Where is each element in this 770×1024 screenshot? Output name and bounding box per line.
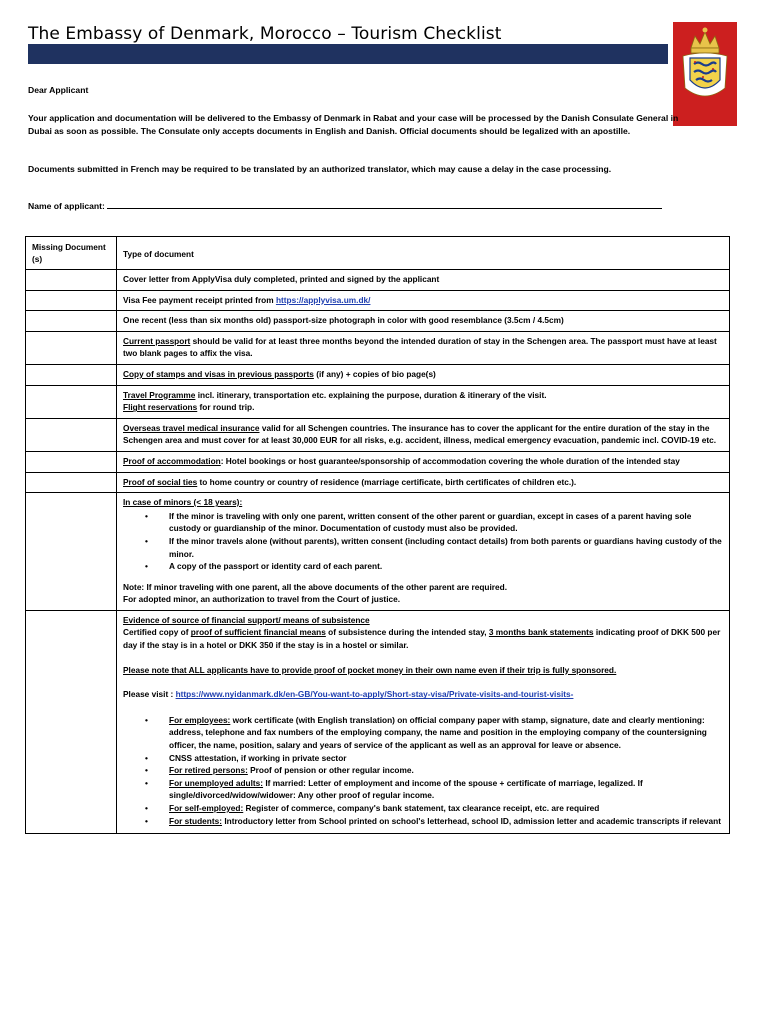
table-row [26,493,730,611]
type-of-document-header: Type of document [117,237,730,270]
accommodation-text: : Hotel bookings or host guarantee/sponsorship of accommodation covering the whole duration of the intended stay [220,455,680,466]
list-item: • If the minor travels alone (without parents), written consent (including contact details) from both parents or guardians having custody of the minor. [169,535,723,560]
list-item [169,752,723,765]
missing-checkbox-cell[interactable] [26,364,117,385]
insurance-heading: Overseas travel medical insurance [123,422,260,433]
greeting: Dear Applicant [28,85,89,95]
table-row [26,472,730,493]
table-row [26,451,730,472]
funds-text-a: Certified copy of [123,627,191,638]
document-checklist-table [25,236,730,834]
minors-heading: In case of minors (< 18 years): [123,497,243,508]
photograph-cell: One recent (less than six months old) passport-size photograph in color with good resemblance (3.5cm / 4.5cm) [117,311,730,332]
table-row [26,270,730,291]
visa-fee-text: Visa Fee payment receipt printed from [123,294,276,305]
missing-checkbox-cell[interactable] [26,385,117,418]
list-item-text: Register of commerce, company's bank statement, tax clearance receipt, etc. are required [243,803,600,813]
list-item [169,815,723,828]
passport-cell [117,331,730,364]
table-row [26,311,730,332]
minors-list [123,510,723,573]
list-item-text: If married: Letter of employment and income of the spouse + certificate of marriage, legalized. If single/divorced/widow/widower: Any other proof of regular income. [169,777,643,801]
pocket-money-note: Please note that ALL applicants have to provide proof of pocket money in their own name even if their trip is fully sponsored. [123,664,617,675]
social-ties-heading: Proof of social ties [123,476,198,487]
missing-checkbox-cell[interactable] [26,493,117,611]
list-item-text: Proof of pension or other regular income. [247,765,414,776]
missing-checkbox-cell[interactable] [26,451,117,472]
missing-checkbox-cell[interactable] [26,610,117,833]
minors-cell [117,493,730,611]
list-item [169,764,723,777]
list-item-text: work certificate (with English translation) on official company paper with stamp, signature, date and clearly mentioning: address, telephone and fax numbers of the employing company, the name and position in the employing company of the countersigning officer, the name, position, salary and years of service of the applicant as well as an approval for leave or absence. [169,714,707,751]
list-item-heading: For employees: [169,714,231,725]
list-item-heading: For students: [169,815,223,826]
applicant-name-row [28,200,688,213]
list-item: • If the minor is traveling with only one parent, written consent of the other parent or guardian, except in cases of a parent having sole custody or guardianship of the minor. Documentation of custody must also be provided. [169,510,723,535]
table-row [26,385,730,418]
table-row [26,418,730,451]
stamps-text: (if any) + copies of bio page(s) [313,368,436,379]
list-item [169,777,723,802]
flight-heading: Flight reservations [123,402,198,413]
applicant-name-label: Name of applicant: [28,201,105,211]
insurance-text: valid for all Schengen countries. The insurance has to cover the applicant for the entire duration of the stay in the Schengen area and must cover for at least 30,000 EUR for all risks, e.g. accident, illness, medical emergency evacuation, pandemic incl. COVID-19 etc. [123,422,717,446]
danish-royal-crest-icon [673,22,737,126]
table-header-row [26,237,730,270]
flight-text: for round trip. [197,402,255,413]
passport-heading: Current passport [123,335,191,346]
missing-checkbox-cell[interactable] [26,311,117,332]
nyidanmark-link[interactable]: https://www.nyidanmark.dk/en-GB/You-want-to-apply/Short-stay-visa/Private-visits-and-tourist-visits- [175,689,574,700]
page-title: The Embassy of Denmark, Morocco – Tourism Checklist [28,24,502,44]
employment-list [123,714,723,827]
stamps-heading: Copy of stamps and visas in previous passports [123,368,314,379]
social-ties-text: to home country or country of residence (marriage certificate, birth certificates of children etc.). [197,476,577,487]
list-item-text: CNSS attestation, if working in private sector [169,752,347,763]
table-row [26,290,730,311]
travel-programme-cell [117,385,730,418]
insurance-cell [117,418,730,451]
visit-line [123,688,723,701]
list-item [169,714,723,752]
social-ties-cell [117,472,730,493]
title-banner [28,44,668,64]
travel-heading: Travel Programme [123,389,196,400]
cover-letter-cell: Cover letter from ApplyVisa duly completed, printed and signed by the applicant [117,270,730,291]
applicant-name-field[interactable] [107,200,662,209]
funds-text-b: of subsistence during the intended stay, [325,627,489,638]
list-item [169,802,723,815]
funds-paragraph [123,626,723,651]
missing-document-header: Missing Document (s) [26,237,117,270]
financial-support-cell [117,610,730,833]
missing-checkbox-cell[interactable] [26,331,117,364]
sufficient-means-text: proof of sufficient financial means [190,627,326,638]
missing-checkbox-cell[interactable] [26,270,117,291]
table-row [26,331,730,364]
accommodation-heading: Proof of accommodation [123,455,221,466]
list-item-heading: For self-employed: [169,803,244,813]
bank-statements-text: 3 months bank statements [488,627,594,638]
table-row [26,610,730,833]
missing-checkbox-cell[interactable] [26,290,117,311]
crest-panel [673,22,737,126]
funds-text-c: indicating proof of DKK 500 per day if the stay is in a hotel or DKK 350 if the stay is in a hostel or similar. [123,627,721,651]
minors-note: Note: If minor traveling with one parent, all the above documents of the other parent are required. [123,581,508,592]
travel-text: incl. itinerary, transportation etc. explaining the purpose, duration & itinerary of the visit. [195,389,547,400]
missing-checkbox-cell[interactable] [26,472,117,493]
funds-heading: Evidence of source of financial support/ means of subsistence [123,614,370,625]
stamps-cell [117,364,730,385]
intro-paragraph: Your application and documentation will be delivered to the Embassy of Denmark in Rabat and your case will be processed by the Danish Consulate General in Dubai as soon as possible. The Consulate only accepts documents in English and Danish. Official documents should be legalized with an apostille. [28,113,679,136]
adopted-minor-note: For adopted minor, an authorization to travel from the Court of justice. [123,594,401,605]
applyvisa-link[interactable]: https://applyvisa.um.dk/ [275,294,371,305]
table-row [26,364,730,385]
visit-label: Please visit : [123,689,176,700]
passport-text: should be valid for at least three months beyond the intended duration of stay in the Schengen area. The passport must have at least two blank pages to affix the visa. [123,335,717,359]
visa-fee-cell [117,290,730,311]
list-item-text: Introductory letter from School printed on school's letterhead, school ID, admission letter and academic transcripts if relevant [222,815,721,826]
list-item: • A copy of the passport or identity card of each parent. [169,560,723,573]
list-item-heading: For unemployed adults: [169,777,264,788]
french-translation-note: Documents submitted in French may be required to be translated by an authorized translator, which may cause a delay in the case processing. [28,164,612,174]
missing-checkbox-cell[interactable] [26,418,117,451]
accommodation-cell [117,451,730,472]
list-item-heading: For retired persons: [169,765,248,776]
